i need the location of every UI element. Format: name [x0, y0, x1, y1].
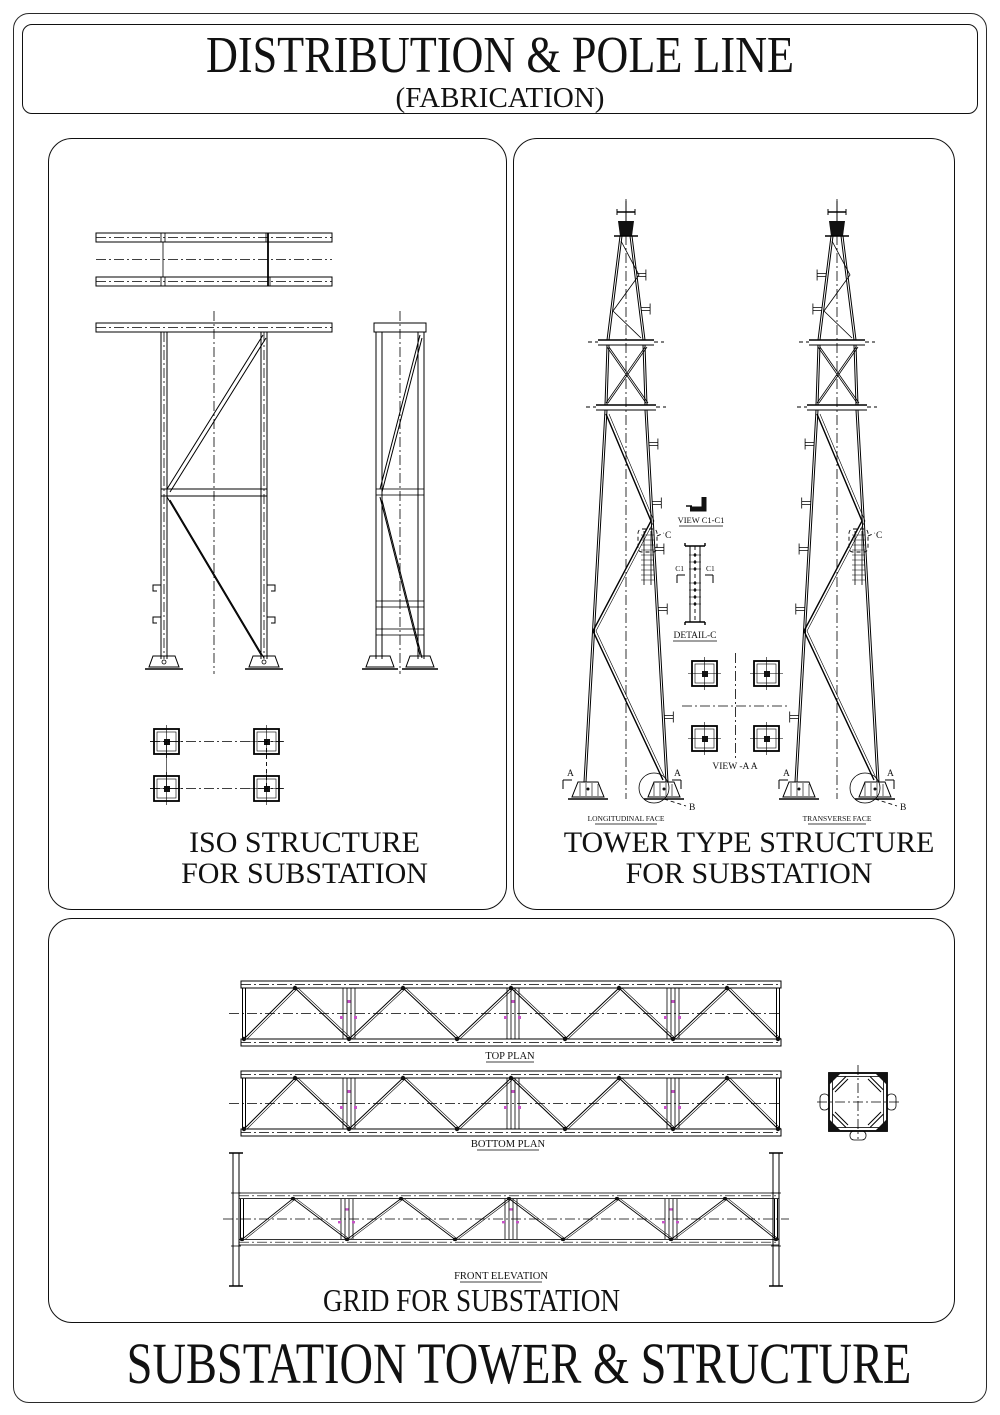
detail-c-label: DETAIL-C: [673, 631, 717, 641]
tower2-c-marker: C: [876, 531, 883, 541]
iso-structure-drawing: [49, 139, 506, 909]
title-box: [22, 24, 978, 114]
iso-caption-line2: FOR SUBSTATION: [181, 857, 428, 890]
tower2-b-marker: B: [900, 803, 907, 813]
tower-structure-panel: [513, 138, 955, 910]
page-title: DISTRIBUTION & POLE LINE: [205, 27, 795, 84]
grid-bottom-plan: [229, 1071, 781, 1150]
c1-marker-right: C1: [706, 564, 715, 573]
longitudinal-face-label: LONGITUDINAL FACE: [587, 814, 665, 823]
grid-caption: GRID FOR SUBSTATION: [322, 1282, 621, 1318]
iso-side-elevation: [362, 311, 438, 674]
iso-caption-line1: ISO STRUCTURE: [189, 826, 420, 859]
tower-caption: [529, 827, 969, 889]
tower-caption-line1: TOWER TYPE STRUCTURE: [563, 826, 935, 859]
iso-structure-panel: [48, 138, 507, 910]
view-aa-plan: [682, 653, 788, 772]
transverse-face-label: TRANSVERSE FACE: [802, 814, 872, 823]
tower2-a-marker-right: A: [887, 769, 894, 779]
detail-c-drawing: [673, 543, 717, 641]
front-elevation-label: FRONT ELEVATION: [454, 1271, 548, 1282]
tower1-b-marker: B: [689, 803, 696, 813]
tower-transverse: [779, 199, 906, 824]
iso-front-elevation: [96, 311, 332, 674]
view-c1c1-detail: [678, 497, 725, 526]
grid-substation-panel: [48, 918, 955, 1323]
grid-end-view: [817, 1065, 899, 1140]
grid-substation-drawing: [49, 919, 954, 1322]
iso-top-plan: [96, 233, 332, 286]
tower1-c-marker: C: [665, 531, 672, 541]
tower-caption-line2: FOR SUBSTATION: [625, 857, 873, 890]
page-subtitle: (FABRICATION): [395, 82, 605, 114]
bottom-plan-label: BOTTOM PLAN: [470, 1139, 546, 1150]
footer-title: SUBSTATION TOWER & STRUCTURE: [126, 1331, 912, 1396]
view-aa-label: VIEW -A A: [712, 762, 758, 772]
tower1-a-marker-right: A: [674, 769, 681, 779]
grid-top-plan: [229, 981, 781, 1062]
top-plan-label: TOP PLAN: [485, 1051, 535, 1062]
tower2-a-marker-left: A: [783, 769, 790, 779]
tower-longitudinal: [563, 199, 695, 824]
tower1-a-marker-left: A: [567, 769, 574, 779]
c1-marker-left: C1: [675, 564, 684, 573]
tower-structure-drawing: [514, 139, 954, 909]
iso-caption: [76, 827, 533, 889]
view-c1c1-label: VIEW C1-C1: [677, 515, 725, 525]
grid-front-elevation: [223, 1153, 789, 1286]
iso-anchor-plan: [150, 725, 284, 805]
